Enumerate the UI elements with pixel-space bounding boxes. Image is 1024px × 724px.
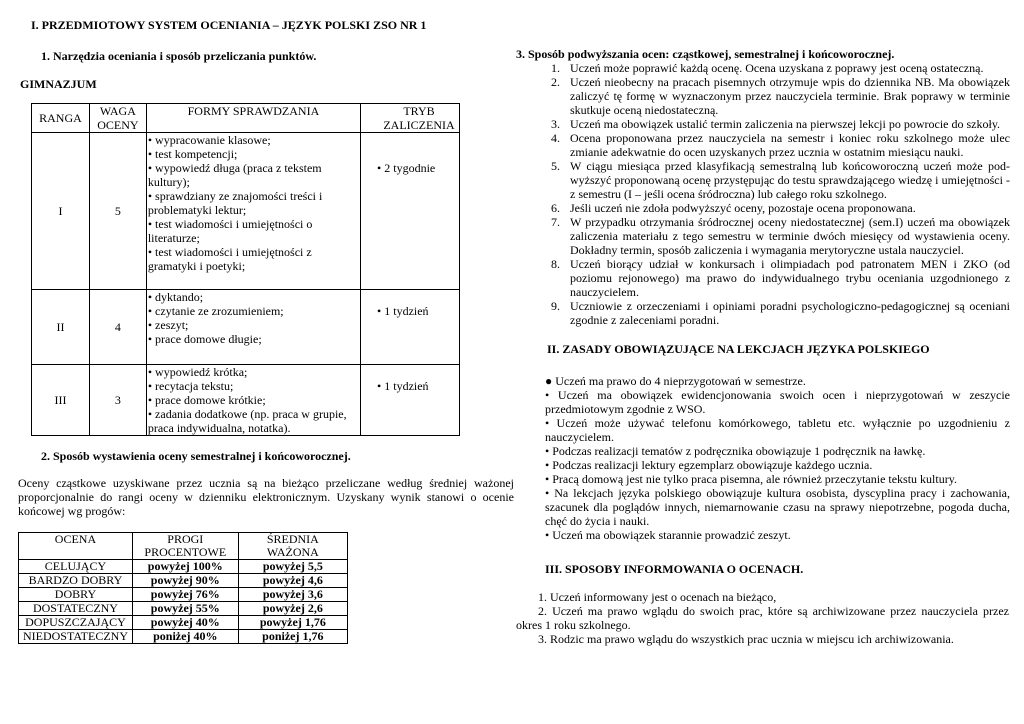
informowanie-list — [516, 590, 1009, 646]
form-item: • wypowiedź długa (praca z tekstem kultury); — [147, 161, 322, 189]
form-item: • wypowiedź krótka; — [147, 365, 248, 379]
grade-average: powyżej 1,76 — [238, 616, 347, 630]
grade-percent: powyżej 76% — [132, 588, 238, 602]
zasady-list — [545, 374, 1010, 542]
list-item: ● Uczeń ma prawo do 4 nieprzygotowań w semestrze. — [545, 374, 806, 388]
grade-name: BARDZO DOBRY — [19, 574, 133, 588]
ranga-cell: I — [32, 133, 90, 290]
grade-average: powyżej 4,6 — [238, 574, 347, 588]
waga-cell: 4 — [89, 290, 146, 365]
form-item: • czytanie ze zrozumieniem; — [147, 304, 284, 318]
section-2-text: Oceny cząstkowe uzyskiwane przez ucznia są na bieżąco przeliczane według średniej ważonej proporcjonalnie do rangi oceny w dzienniku elektronicznym. Uzyskany wynik stanowi o ocenie końcowej wg progów: — [18, 476, 514, 518]
informowanie-heading: III. SPOSOBY INFORMOWANIA O OCENACH. — [545, 562, 804, 576]
form-item: • prace domowe krótkie; — [147, 393, 266, 407]
list-item: 7. W przypadku otrzymania śródrocznej oceny niedostatecznej (sem.I) uczeń ma obowiązek zaliczenia materiału z tego semestru w terminie dwóch miesięcy od wystawienia oceny. Dokładny termin, sposób zaliczenia i wymagania merytoryczne ustala nauczyciel. — [551, 215, 1010, 257]
grade-name: CELUJĄCY — [19, 560, 133, 574]
list-item-text: W przypadku otrzymania śródrocznej oceny niedostatecznej (sem.I) uczeń ma obowiązek zaliczenia materiału z tego semestru w terminie dwóch miesięcy od wystawienia oceny. Dokładny termin, sposób zaliczenia i wymagania merytoryczne ustala nauczyciel. — [570, 215, 1010, 257]
list-item: 5. W ciągu miesiąca przed klasyfikacją semestralną lub końcoworoczną uczeń może pod-wyższyć proponowaną ocenę przystępując do testu sprawdzającego wiedzę i umiejętności - z semestru (I – jeśli ocena śródroczna) lub całego roku szkolnego. — [551, 159, 1010, 201]
ranga-table-header — [32, 104, 460, 133]
list-item: 4. Ocena proponowana przez nauczyciela na semestr i koniec roku szkolnego może ulec zmianie adekwatnie do ocen uzyskanych przez ucznia w ostatnim miesiącu nauki. — [551, 131, 1010, 159]
list-item: • Pracą domową jest nie tylko praca pisemna, ale również przeczytanie tekstu kultury. — [545, 472, 957, 486]
header-progi: PROGI PROCENTOWE — [132, 533, 238, 560]
list-item-text: Ocena proponowana przez nauczyciela na semestr i koniec roku szkolnego może ulec zmianie adekwatnie do ocen uzyskanych przez ucznia w ostatnim miesiącu nauki. — [570, 131, 1010, 159]
list-item-text: Uczniowie z orzeczeniami i opiniami poradni psychologiczno-pedagogicznej są oceniani zgodnie z zaleceniami poradni. — [570, 299, 1010, 327]
header-tryb: TRYB ZALICZENIA — [361, 104, 460, 133]
table-row — [19, 630, 348, 644]
grade-percent: powyżej 90% — [132, 574, 238, 588]
header-srednia: ŚREDNIA WAŻONA — [238, 533, 347, 560]
list-item-text: Uczeń biorący udział w konkursach i olimpiadach pod patronatem MEN i ZKO (od poziomu rejonowego) ma prawo do indywidualnego trybu oceniania uzgodnionego z nauczycielem. — [570, 257, 1010, 299]
list-item: 2. Uczeń ma prawo wglądu do swoich prac, które są archiwizowane przez nauczyciela przez okres 1 roku szkolnego. — [516, 604, 1009, 632]
list-item: 3. Rodzic ma prawo wglądu do wszystkich prac ucznia w miejscu ich archiwizowania. — [538, 632, 954, 646]
grade-percent: powyżej 55% — [132, 602, 238, 616]
form-item: • test kompetencji; — [147, 147, 238, 161]
waga-cell: 3 — [89, 365, 146, 436]
grade-average: powyżej 2,6 — [238, 602, 347, 616]
grade-name: DOSTATECZNY — [19, 602, 133, 616]
header-formy: FORMY SPRAWDZANIA — [146, 104, 360, 133]
list-item: • Uczeń ma obowiązek starannie prowadzić zeszyt. — [545, 528, 791, 542]
tryb-cell: • 1 tydzień — [361, 365, 460, 436]
grade-average: poniżej 1,76 — [238, 630, 347, 644]
forms-cell — [146, 365, 360, 436]
list-item-text: Jeśli uczeń nie zdoła podwyższyć oceny, pozostaje ocena proponowana. — [570, 201, 916, 215]
forms-cell — [146, 133, 360, 290]
grade-name: NIEDOSTATECZNY — [19, 630, 133, 644]
form-item: • zadania dodatkowe (np. praca w grupie, praca indywidualna, notatka). — [147, 407, 347, 435]
grades-table — [18, 532, 348, 644]
forms-cell — [146, 290, 360, 365]
section-3-list — [551, 61, 1010, 327]
table-row — [19, 574, 348, 588]
header-ocena: OCENA — [19, 533, 133, 560]
list-item: 8. Uczeń biorący udział w konkursach i olimpiadach pod patronatem MEN i ZKO (od poziomu rejonowego) ma prawo do indywidualnego trybu oceniania uzgodnionego z nauczycielem. — [551, 257, 1010, 299]
grade-percent: poniżej 40% — [132, 630, 238, 644]
list-item: 9. Uczniowie z orzeczeniami i opiniami poradni psychologiczno-pedagogicznej są oceniani zgodnie z zaleceniami poradni. — [551, 299, 1010, 327]
table-row — [19, 602, 348, 616]
header-waga: WAGA OCENY — [89, 104, 146, 133]
list-item: • Uczeń może używać telefonu komórkowego, tabletu etc. wyłącznie po uzgodnieniu z nauczycielem. — [545, 416, 1010, 444]
section-3-heading: 3. Sposób podwyższania ocen: cząstkowej, semestralnej i końcoworocznej. — [516, 47, 895, 61]
ranga-cell: III — [32, 365, 90, 436]
list-item: • Podczas realizacji lektury egzemplarz obowiązuje każdego ucznia. — [545, 458, 873, 472]
list-item: 6. Jeśli uczeń nie zdoła podwyższyć oceny, pozostaje ocena proponowana. — [551, 201, 916, 215]
grade-name: DOBRY — [19, 588, 133, 602]
list-item: 1. Uczeń informowany jest o ocenach na bieżąco, — [538, 590, 777, 604]
list-item: • Uczeń ma obowiązek ewidencjonowania swoich ocen i nieprzygotowań w zeszycie przedmiotowym zgodnie z WSO. — [545, 388, 1010, 416]
table-row — [32, 365, 460, 436]
section-1-heading: 1. Narzędzia oceniania i sposób przeliczania punktów. — [41, 49, 317, 63]
header-ranga: RANGA — [32, 104, 90, 133]
grade-name: DOPUSZCZAJĄCY — [19, 616, 133, 630]
form-item: • dyktando; — [147, 290, 204, 304]
tryb-cell: • 1 tydzień — [361, 290, 460, 365]
grades-table-header — [19, 533, 348, 560]
list-item-text: Uczeń może poprawić każdą ocenę. Ocena uzyskana z poprawy jest oceną ostateczną. — [570, 61, 984, 75]
form-item: • zeszyt; — [147, 318, 189, 332]
grade-percent: powyżej 40% — [132, 616, 238, 630]
list-item-text: W ciągu miesiąca przed klasyfikacją semestralną lub końcoworoczną uczeń może pod-wyższyć proponowaną ocenę przystępując do testu sprawdzającego wiedzę i umiejętności - z semestru (I – jeśli ocena śródroczna) lub całego roku szkolnego. — [570, 159, 1010, 201]
list-item: • Podczas realizacji tematów z podręcznika obowiązuje 1 podręcznik na ławkę. — [545, 444, 926, 458]
table-row — [19, 560, 348, 574]
form-item: • recytacja tekstu; — [147, 379, 234, 393]
tryb-cell: • 2 tygodnie — [361, 133, 460, 290]
table-row — [32, 133, 460, 290]
list-item: 3. Uczeń ma obowiązek ustalić termin zaliczenia na pierwszej lekcji po powrocie do szkoły. — [551, 117, 1001, 131]
waga-cell: 5 — [89, 133, 146, 290]
zasady-heading: II. ZASADY OBOWIĄZUJĄCE NA LEKCJACH JĘZYKA POLSKIEGO — [547, 342, 930, 356]
ranga-cell: II — [32, 290, 90, 365]
table-row — [19, 588, 348, 602]
list-item: 2. Uczeń nieobecny na pracach pisemnych otrzymuje wpis do dziennika NB. Ma obowiązek zaliczyć tę formę w wyznaczonym przez nauczyciela terminie. Brak poprawy w terminie skutkuje oceną niedostateczną. — [551, 75, 1010, 117]
form-item: • wypracowanie klasowe; — [147, 133, 271, 147]
ranga-table — [31, 103, 460, 436]
list-item: 1. Uczeń może poprawić każdą ocenę. Ocena uzyskana z poprawy jest oceną ostateczną. — [551, 61, 984, 75]
table-row — [32, 290, 460, 365]
form-item: • sprawdziany ze znajomości treści i problematyki lektur; — [147, 189, 323, 217]
form-item: • prace domowe długie; — [147, 332, 262, 346]
list-item: • Na lekcjach języka polskiego obowiązuje kultura osobista, dyscyplina pracy i zachowania, szacunek dla poglądów innych, niemarnowanie czasu na sprawy niepotrzebne, pogoda ducha, chęć do życia i nauki. — [545, 486, 1010, 528]
list-item-text: Uczeń ma obowiązek ustalić termin zaliczenia na pierwszej lekcji po powrocie do szkoły. — [570, 117, 1001, 131]
form-item: • test wiadomości i umiejętności z gramatyki i poetyki; — [147, 245, 312, 273]
form-item: • test wiadomości i umiejętności o literaturze; — [147, 217, 313, 245]
grade-average: powyżej 3,6 — [238, 588, 347, 602]
grade-average: powyżej 5,5 — [238, 560, 347, 574]
document-title: I. PRZEDMIOTOWY SYSTEM OCENIANIA – JĘZYK POLSKI ZSO NR 1 — [31, 18, 427, 32]
gimnazjum-label: GIMNAZJUM — [20, 77, 97, 91]
table-row — [19, 616, 348, 630]
section-2-heading: 2. Sposób wystawienia oceny semestralnej i końcoworocznej. — [41, 449, 351, 463]
list-item-text: Uczeń nieobecny na pracach pisemnych otrzymuje wpis do dziennika NB. Ma obowiązek zaliczyć tę formę w wyznaczonym przez nauczyciela terminie. Brak poprawy w terminie skutkuje oceną niedostateczną. — [570, 75, 1010, 117]
grade-percent: powyżej 100% — [132, 560, 238, 574]
